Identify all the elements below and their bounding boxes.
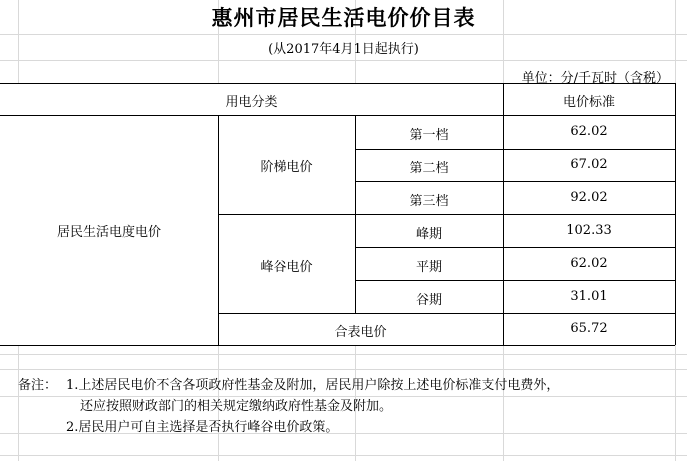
- table-border: [218, 214, 675, 215]
- row-label: 谷期: [415, 293, 442, 308]
- row-label: 平期: [415, 260, 442, 275]
- table-border: [355, 247, 675, 248]
- header-category: 用电分类: [225, 95, 278, 110]
- table-border: [355, 115, 356, 313]
- notes-prefix: 备注：: [18, 378, 58, 393]
- table-border: [0, 345, 675, 346]
- gridline: [0, 455, 687, 456]
- table-border: [355, 280, 675, 281]
- header-price: 电价标准: [562, 95, 615, 110]
- effective-date: (从2017年4月1日起执行): [268, 42, 419, 57]
- table-border: [0, 115, 675, 116]
- combined-label: 合表电价: [334, 325, 387, 340]
- gridline: [0, 34, 687, 35]
- table-border: [355, 149, 675, 150]
- note-1-line-1: 1.上述居民电价不含各项政府性基金及附加，居民用户除按上述电价标准支付电费外，: [66, 378, 560, 393]
- row-price: 62.02: [570, 256, 608, 271]
- row-price: 31.01: [570, 289, 608, 304]
- row-label: 第三档: [409, 194, 449, 209]
- note-2: 2.居民用户可自主选择是否执行峰谷电价政策。: [66, 420, 339, 435]
- gridline: [0, 354, 687, 355]
- unit-label: 单位：分/千瓦时（含税）: [521, 71, 669, 86]
- table-border: [503, 83, 504, 345]
- row-price: 92.02: [570, 190, 608, 205]
- table-border: [355, 181, 675, 182]
- row-label: 峰期: [415, 227, 442, 242]
- group-time-of-use: 峰谷电价: [260, 260, 313, 275]
- page-title: 惠州市居民生活电价价目表: [211, 6, 476, 30]
- row-price: 67.02: [570, 157, 608, 172]
- row-price: 62.02: [570, 124, 608, 139]
- gridline: [0, 369, 687, 370]
- gridline: [0, 60, 687, 61]
- main-category: 居民生活电度电价: [56, 225, 161, 240]
- table-border: [675, 83, 676, 345]
- row-price: 102.33: [566, 223, 612, 238]
- row-label: 第一档: [409, 128, 449, 143]
- table-border: [218, 115, 219, 345]
- combined-price: 65.72: [570, 321, 608, 336]
- row-label: 第二档: [409, 161, 449, 176]
- note-1-line-2: 还应按照财政部门的相关规定缴纳政府性基金及附加。: [80, 399, 393, 414]
- table-border: [218, 313, 675, 314]
- group-tiered: 阶梯电价: [260, 160, 313, 175]
